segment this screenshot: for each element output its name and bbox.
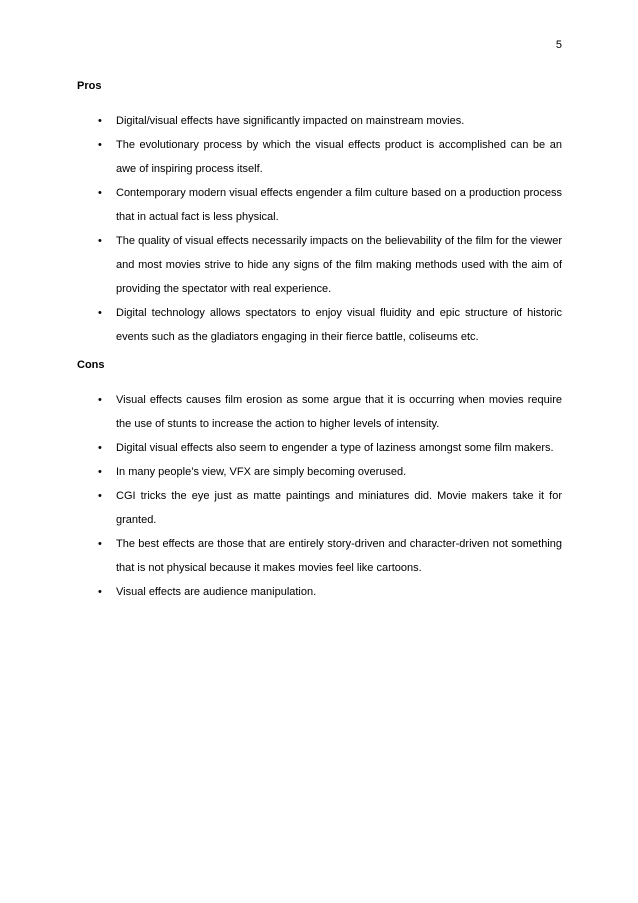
bullet-icon: • [98,235,102,247]
cons-list [77,388,562,604]
bullet-icon: • [98,586,102,598]
list-item-text: In many people’s view, VFX are simply becoming overused. [116,466,407,478]
bullet-icon: • [98,442,102,454]
list-item [77,229,562,301]
bullet-icon: • [98,538,102,550]
pros-heading: Pros [77,80,102,92]
list-item [77,532,562,580]
list-item-text: Digital technology allows spectators to enjoy visual fluidity and epic structure of historic events such as the gladiators engaging in their fierce battle, coliseums etc. [116,307,562,343]
list-item [77,484,562,532]
list-item [77,181,562,229]
list-item-text: CGI tricks the eye just as matte paintings and miniatures did. Movie makers take it for granted. [116,490,562,526]
bullet-icon: • [98,139,102,151]
list-item-text: The quality of visual effects necessarily impacts on the believability of the film for the viewer and most movies strive to hide any signs of the film making methods used with the aim of providing the spectator with real experience. [116,235,562,295]
list-item-text: The best effects are those that are entirely story-driven and character-driven not something that is not physical because it makes movies feel like cartoons. [116,538,562,574]
list-item-text: Contemporary modern visual effects engender a film culture based on a production process that in actual fact is less physical. [116,187,562,223]
bullet-icon: • [98,466,102,478]
list-item [77,133,562,181]
bullet-icon: • [98,115,102,127]
list-item-text: The evolutionary process by which the visual effects product is accomplished can be an awe of inspiring process itself. [116,139,562,175]
list-item [77,580,562,604]
cons-heading: Cons [77,359,105,371]
list-item [77,460,562,484]
cons-section [77,358,562,604]
list-item-text: Visual effects are audience manipulation. [116,586,317,598]
pros-section [77,79,562,349]
list-item-text: Digital/visual effects have significantly impacted on mainstream movies. [116,115,465,127]
bullet-icon: • [98,490,102,502]
pros-list [77,109,562,349]
list-item [77,301,562,349]
list-item [77,388,562,436]
list-item-text: Digital visual effects also seem to engender a type of laziness amongst some film makers. [116,442,554,454]
bullet-icon: • [98,307,102,319]
list-item [77,436,562,460]
page-number: 5 [555,39,562,51]
list-item [77,109,562,133]
bullet-icon: • [98,394,102,406]
list-item-text: Visual effects causes film erosion as some argue that it is occurring when movies require the use of stunts to increase the action to higher levels of intensity. [116,394,562,430]
bullet-icon: • [98,187,102,199]
